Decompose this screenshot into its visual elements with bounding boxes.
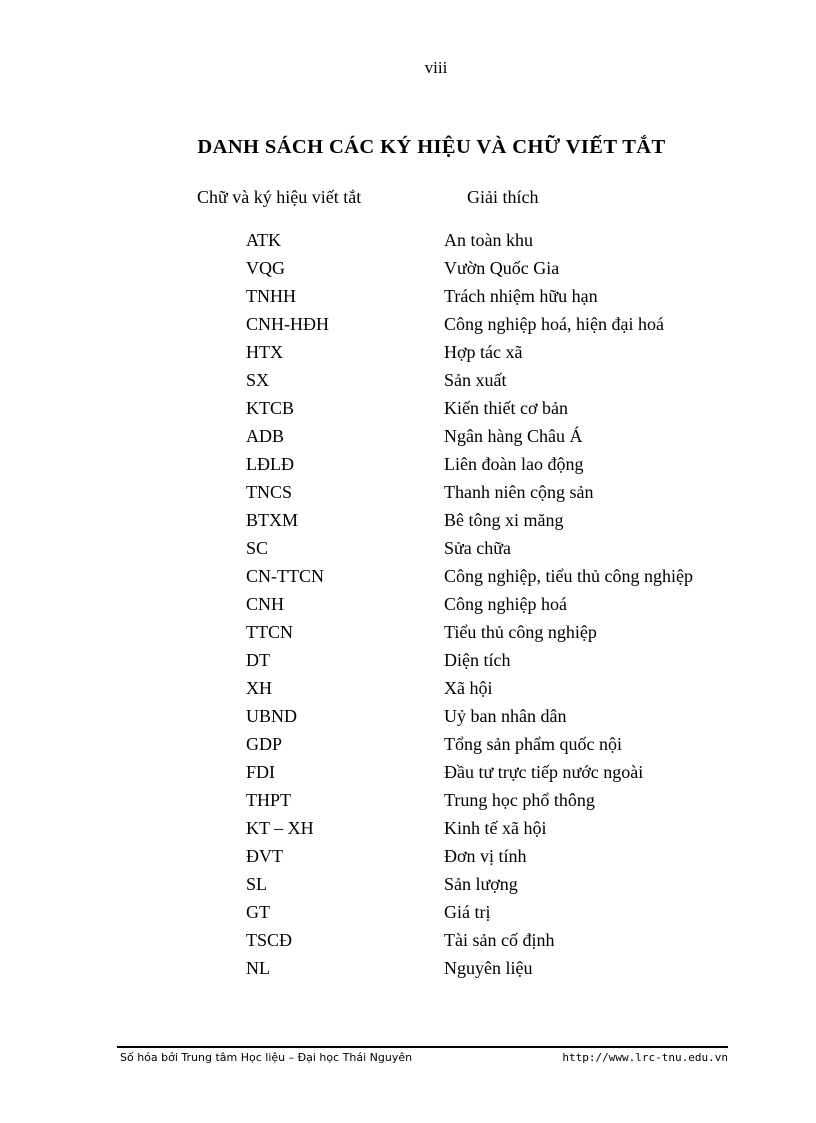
list-item	[0, 954, 816, 982]
abbreviation: GDP	[246, 734, 283, 754]
explanation: Trung học phổ thông	[444, 790, 595, 810]
list-item	[0, 562, 816, 590]
list-item	[0, 842, 816, 870]
abbreviation: XH	[246, 678, 272, 698]
abbreviation: TTCN	[246, 622, 293, 642]
abbreviation: NL	[246, 958, 270, 978]
abbreviation: KTCB	[246, 398, 295, 418]
column-header-abbreviation: Chữ và ký hiệu viết tắt	[197, 187, 362, 207]
list-item	[0, 786, 816, 814]
explanation: Diện tích	[444, 650, 511, 670]
list-item	[0, 758, 816, 786]
abbreviation-list	[0, 226, 816, 982]
explanation: Bê tông xi măng	[444, 510, 564, 530]
abbreviation: KT – XH	[246, 818, 314, 838]
list-item	[0, 366, 816, 394]
explanation: Đầu tư trực tiếp nước ngoài	[444, 762, 644, 782]
explanation: Nguyên liệu	[444, 958, 533, 978]
explanation: Sản lượng	[444, 874, 518, 894]
explanation: Liên đoàn lao động	[444, 454, 584, 474]
abbreviation: FDI	[246, 762, 276, 782]
explanation: Ngân hàng Châu Á	[444, 426, 583, 446]
list-item	[0, 478, 816, 506]
abbreviation: SX	[246, 370, 270, 390]
list-item	[0, 898, 816, 926]
abbreviation: TSCĐ	[246, 930, 293, 950]
explanation: Kinh tế xã hội	[444, 818, 547, 838]
page-title: DANH SÁCH CÁC KÝ HIỆU VÀ CHỮ VIẾT TẮT	[197, 136, 666, 158]
explanation: Tổng sản phẩm quốc nội	[444, 734, 622, 754]
list-item	[0, 450, 816, 478]
footer-url: http://www.lrc-tnu.edu.vn	[562, 1051, 728, 1064]
explanation: Xã hội	[444, 678, 493, 698]
explanation: Trách nhiệm hữu hạn	[444, 286, 598, 306]
abbreviation: ATK	[246, 230, 281, 250]
explanation: Công nghiệp hoá	[444, 594, 567, 614]
list-item	[0, 702, 816, 730]
explanation: Uỷ ban nhân dân	[444, 706, 567, 726]
abbreviation: UBND	[246, 706, 298, 726]
abbreviation: CN-TTCN	[246, 566, 324, 586]
abbreviation: CNH	[246, 594, 285, 614]
abbreviation: SL	[246, 874, 268, 894]
list-item	[0, 926, 816, 954]
list-item	[0, 506, 816, 534]
footer-divider	[117, 1046, 728, 1048]
list-item	[0, 618, 816, 646]
abbreviation: LĐLĐ	[246, 454, 294, 474]
list-item	[0, 422, 816, 450]
abbreviation: VQG	[246, 258, 285, 278]
column-header-explanation: Giải thích	[467, 187, 539, 207]
abbreviation: DT	[246, 650, 270, 670]
list-item	[0, 254, 816, 282]
abbreviation: TNCS	[246, 482, 293, 502]
list-item	[0, 338, 816, 366]
list-item	[0, 534, 816, 562]
explanation: Tài sản cố định	[444, 930, 555, 950]
list-item	[0, 590, 816, 618]
abbreviation: SC	[246, 538, 269, 558]
list-item	[0, 394, 816, 422]
abbreviation: ADB	[246, 426, 285, 446]
list-item	[0, 226, 816, 254]
list-item	[0, 674, 816, 702]
explanation: An toàn khu	[444, 230, 533, 250]
explanation: Sửa chữa	[444, 538, 511, 558]
explanation: Đơn vị tính	[444, 846, 527, 866]
abbreviation: ĐVT	[246, 846, 283, 866]
abbreviation: TNHH	[246, 286, 296, 306]
list-item	[0, 310, 816, 338]
list-item	[0, 814, 816, 842]
list-item	[0, 730, 816, 758]
explanation: Thanh niên cộng sản	[444, 482, 594, 502]
list-item	[0, 282, 816, 310]
explanation: Vườn Quốc Gia	[444, 258, 560, 278]
explanation: Công nghiệp hoá, hiện đại hoá	[444, 314, 664, 334]
explanation: Kiến thiết cơ bản	[444, 398, 568, 418]
list-item	[0, 646, 816, 674]
page-number: viii	[424, 58, 448, 77]
explanation: Giá trị	[444, 902, 491, 922]
abbreviation: GT	[246, 902, 270, 922]
explanation: Tiểu thủ công nghiệp	[444, 622, 597, 642]
abbreviation: CNH-HĐH	[246, 314, 329, 334]
abbreviation: THPT	[246, 790, 291, 810]
footer-credit: Số hóa bởi Trung tâm Học liệu – Đại học Thái Nguyên	[120, 1051, 413, 1064]
explanation: Hợp tác xã	[444, 342, 523, 362]
explanation: Sản xuất	[444, 370, 507, 390]
abbreviation: HTX	[246, 342, 283, 362]
explanation: Công nghiệp, tiểu thủ công nghiệp	[444, 566, 693, 586]
list-item	[0, 870, 816, 898]
abbreviation: BTXM	[246, 510, 299, 530]
